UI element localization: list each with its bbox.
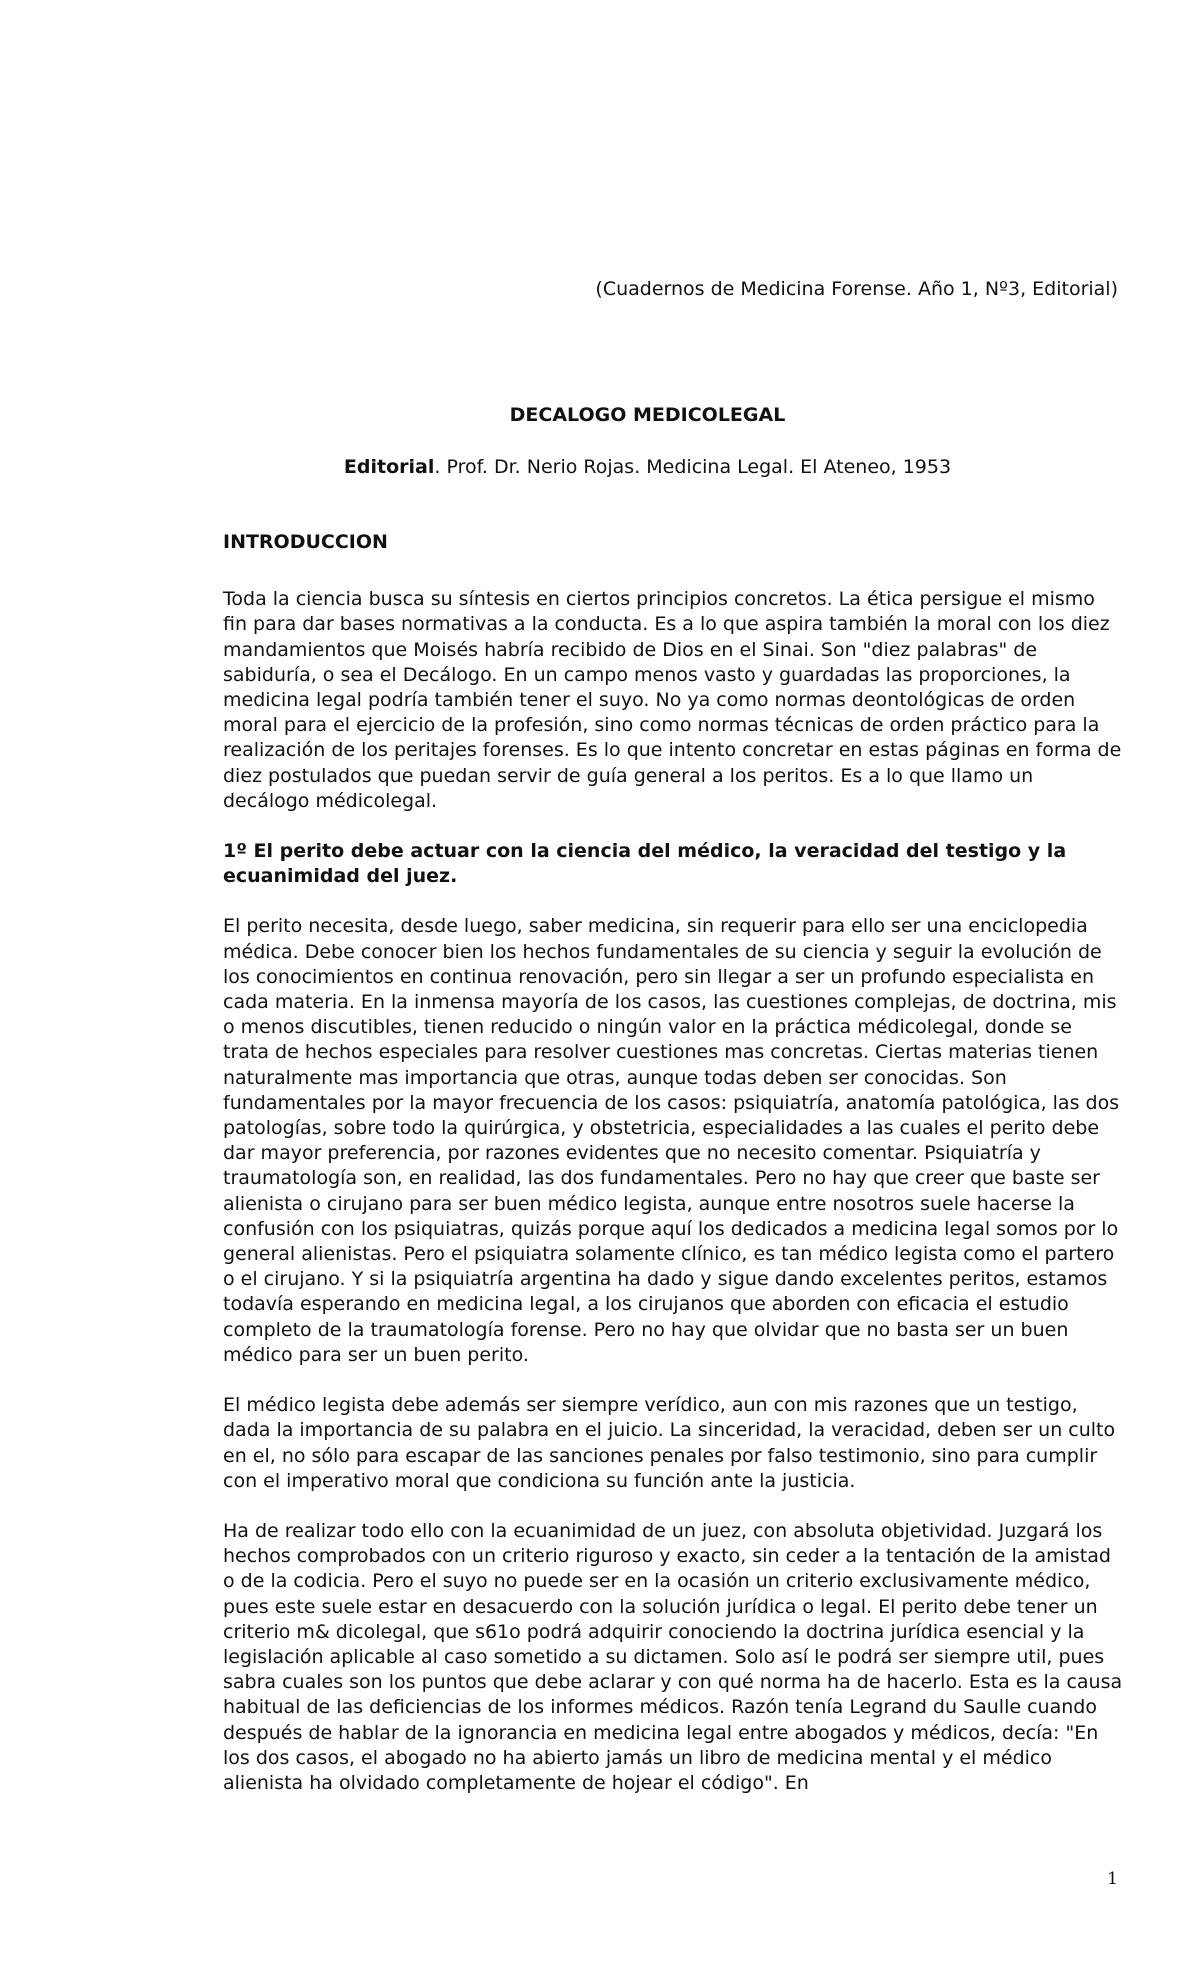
subtitle-reference: . Prof. Dr. Nerio Rojas. Medicina Legal. El Ateneo, 1953 (434, 456, 952, 478)
intro-paragraph: Toda la ciencia busca su síntesis en ciertos principios concretos. La ética persigue el mismo fin para dar bases normativas a la conducta. Es a lo que aspira también la moral con los diez mandamientos que Moisés habría recibido de Dios en el Sinai. Son "diez palabras" de sabiduría, o sea el Decálogo. En un campo menos vasto y guardadas las proporciones, la medicina legal podría también tener el suyo. No ya como normas deontológicas de orden moral para el ejercicio de la profesión, sino como normas técnicas de orden práctico para la realización de los peritajes forenses. Es lo que intento concretar en estas páginas en forma de diez postulados que puedan servir de guía general a los peritos. Es a lo que llamo un decálogo médicolegal. (223, 588, 1122, 812)
paragraph-3: Ha de realizar todo ello con la ecuanimidad de un juez, con absoluta objetividad. Juzgará los hechos comprobados con un criterio riguroso y exacto, sin ceder a la tentación de la amistad o de la codicia. Pero el suyo no puede ser en la ocasión un criterio exclusivamente médico, pues este suele estar en desacuerdo con la solución jurídica o legal. El perito debe tener un criterio m& dicolegal, que s61o podrá adquirir conociendo la doctrina jurídica esencial y la legislación aplicable al caso sometido a su dictamen. Solo así le podrá ser siempre util, pues sabra cuales son los puntos que debe aclarar y con qué norma ha de hacerlo. Esta es la causa habitual de las deficiencias de los informes médicos. Razón tenía Legrand du Saulle cuando después de hablar de la ignorancia en medicina legal entre abogados y médicos, decía: "En los dos casos, el abogado no ha abierto jamás un libro de medicina mental y el médico alienista ha olvidado completamente de hojear el código". En (223, 1519, 1123, 1794)
paragraph-1: El perito necesita, desde luego, saber medicina, sin requerir para ello ser una enciclopedia médica. Debe conocer bien los hechos fundamentales de su ciencia y seguir la evolución de los conocimientos en continua renovación, pero sin llegar a ser un profundo especialista en cada materia. En la inmensa mayoría de los casos, las cuestiones complejas, de doctrina, mis o menos discutibles, tienen reducido o ningún valor en la práctica médicolegal, donde se trata de hechos especiales para resolver cuestiones mas concretas. Ciertas materias tienen naturalmente mas importancia que otras, aunque todas deben ser conocidas. Son fundamentales por la mayor frecuencia de los casos: psiquiatría, anatomía patológica, las dos patologías, sobre todo la quirúrgica, y obstetricia, especialidades a las cuales el perito debe dar mayor preferencia, por razones evidentes que no necesito comentar. Psiquiatría y traumatología son, en realidad, las dos fundamentales. Pero no hay que creer que baste ser alienista o cirujano para ser buen médico legista, aunque entre nosotros suele hacerse la confusión con los psiquiatras, quizás porque aquí los dedicados a medicina legal somos por lo general alienistas. Pero el psiquiatra solamente clínico, es tan médico legista como el partero o el cirujano. Y si la psiquiatría argentina ha dado y sigue dando excelentes peritos, estamos todavía esperando en medicina legal, a los cirujanos que aborden con eficacia el estudio completo de la traumatología forense. Pero no hay que olvidar que no basta ser un buen médico para ser un buen perito. (223, 915, 1120, 1366)
subtitle-bold-label: Editorial (343, 456, 435, 478)
document-subtitle (0, 454, 1200, 480)
rule-1-heading: 1º El perito debe actuar con la ciencia del médico, la veracidad del testigo y la ecuanimidad del juez. (223, 840, 1067, 888)
paragraph-2: El médico legista debe además ser siempre verídico, aun con mis razones que un testigo, dada la importancia de su palabra en el juicio. La sinceridad, la veracidad, deben ser un culto en el, no sólo para escapar de las sanciones penales por falso testimonio, sino para cumplir con el imperativo moral que condiciona su función ante la justicia. (223, 1394, 1116, 1492)
page-number: 1 (1107, 1869, 1118, 1889)
section-heading: INTRODUCCION (223, 531, 388, 553)
document-body (223, 530, 1123, 1821)
source-citation: (Cuadernos de Medicina Forense. Año 1, Nº3, Editorial) (595, 278, 1118, 300)
document-title: DECALOGO MEDICOLEGAL (509, 404, 786, 426)
